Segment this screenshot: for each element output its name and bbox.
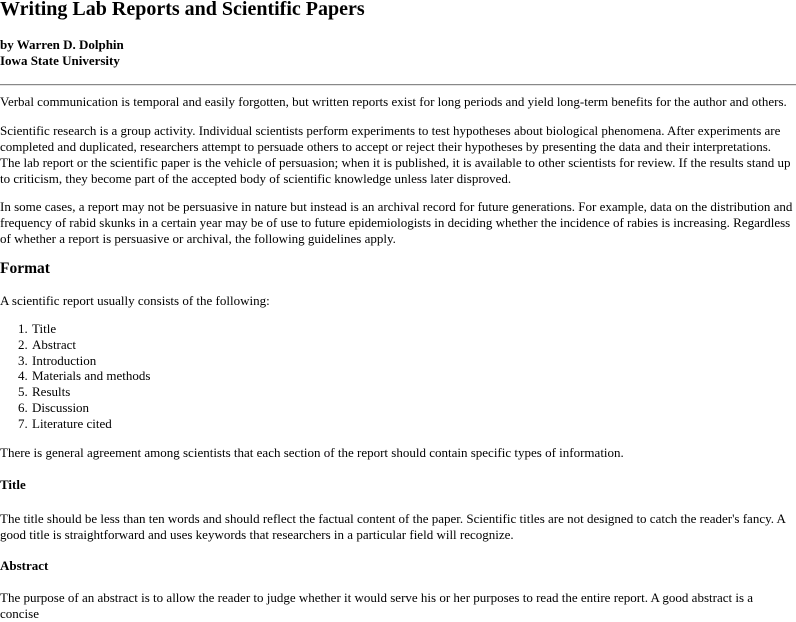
list-label: Results [32, 384, 71, 399]
list-number: 6. [18, 399, 28, 415]
list-item [18, 368, 151, 384]
list-label: Literature cited [32, 415, 112, 431]
list-item [18, 321, 150, 337]
intro-paragraph-2: Scientific research is a group activity. Individual scientists perform experiments to test hypotheses about biological phenomena. After experiments are completed and duplicated, researchers attempt to persuade others to accept or reject their hypotheses by presenting the data and their interpretations. The lab report or the scientific paper is the vehicle of persuasion; when it is published, it is available to other scientists for review. If the results stand up to criticism, they become part of the accepted body of scientific knowledge unless later disproved. [0, 123, 791, 186]
title-section-body: The title should be less than ten words and should reflect the factual content of the paper. Scientific titles are not designed to catch the reader's fancy. A good title is straightforward and uses keywords that researchers in a particular field will recognize. [0, 511, 786, 542]
document-title: Writing Lab Reports and Scientific Papers [0, 0, 365, 20]
title-section-heading: Title [0, 477, 26, 492]
list-label: Materials and methods [32, 368, 151, 384]
list-number: 5. [18, 384, 28, 399]
list-number: 2. [18, 336, 28, 352]
list-item [18, 336, 150, 353]
list-item [18, 399, 150, 416]
list-label: Discussion [32, 399, 90, 415]
report-sections-list [0, 321, 150, 431]
intro-paragraph-3: In some cases, a report may not be persuasive in nature but instead is an archival record for future generations. For example, data on the distribution and frequency of rabid skunks in a certain year may be of use to future epidemiologists in deciding whether the incidence of rabies is increasing. Regardless of whether a report is persuasive or archival, the following guidelines apply. [0, 199, 793, 246]
list-number: 3. [18, 352, 28, 368]
list-item [18, 352, 150, 369]
format-lead: A scientific report usually consists of the following: [0, 293, 270, 308]
abstract-section-heading: Abstract [0, 558, 49, 573]
list-label: Title [32, 321, 57, 336]
horizontal-rule [0, 84, 796, 86]
list-number: 7. [18, 415, 28, 431]
abstract-section-body: The purpose of an abstract is to allow the reader to judge whether it would serve his or her purposes to read the entire report. A good abstract is a concise [0, 590, 754, 621]
institution-name: Iowa State University [0, 53, 120, 68]
author-name: by Warren D. Dolphin [0, 37, 124, 52]
list-number: 4. [18, 368, 28, 384]
format-heading: Format [0, 260, 50, 277]
intro-paragraph-1: Verbal communication is temporal and easily forgotten, but written reports exist for long periods and yield long-term benefits for the author and others. [0, 94, 787, 109]
format-after-paragraph: There is general agreement among scientists that each section of the report should contain specific types of information. [0, 445, 624, 460]
byline [0, 37, 124, 69]
list-label: Abstract [32, 336, 77, 352]
list-number: 1. [18, 321, 28, 336]
list-item [18, 415, 150, 432]
list-label: Introduction [32, 352, 97, 368]
list-item [18, 384, 150, 400]
